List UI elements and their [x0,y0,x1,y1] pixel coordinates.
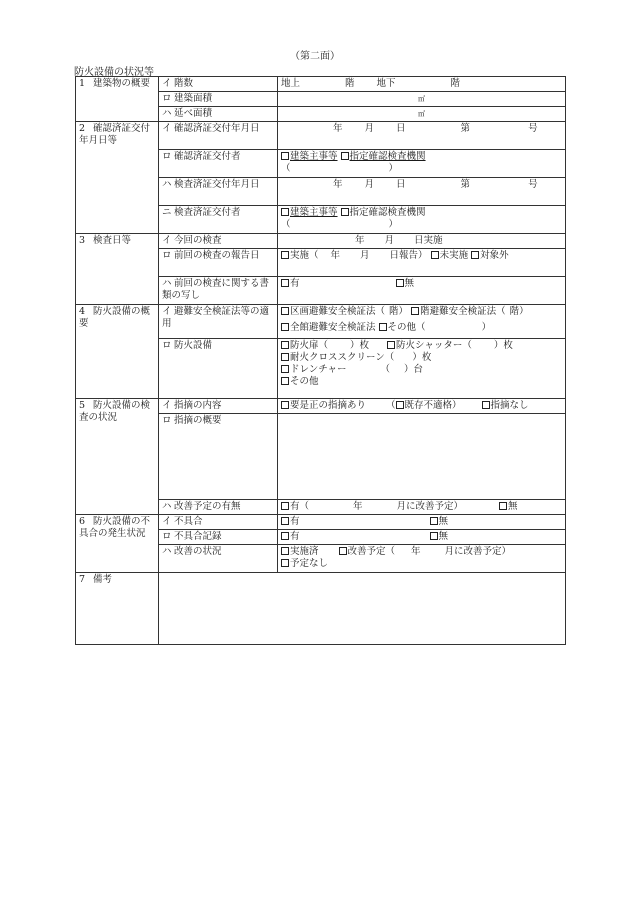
checkbox[interactable] [281,307,289,315]
item-label: ロ 前回の検査の報告日 [159,249,278,277]
building-area-field[interactable]: ㎡ [278,92,566,107]
section-7-header: 7 備考 [76,573,159,645]
item-label: イ 今回の検査 [159,234,278,249]
total-floor-area-field[interactable]: ㎡ [278,107,566,122]
findings-field: 要是正の指摘あり （ 既存不適格） 指摘なし [278,399,566,414]
checkbox[interactable] [341,208,349,216]
checkbox[interactable] [281,279,289,287]
checkbox[interactable] [341,152,349,160]
improvement-plan-field: 有（ 年 月に改善予定） 無 [278,500,566,515]
section-2-header: 2 確認済証交付年月日等 [76,122,159,234]
confirmation-date-field[interactable]: 年 月 日 第 号 [278,122,566,150]
checkbox[interactable] [281,341,289,349]
section-4-header: 4 防火設備の概要 [76,305,159,399]
checkbox[interactable] [430,517,438,525]
section-title: 防火設備の状況等 [74,67,154,78]
checkbox[interactable] [281,251,289,259]
item-label: ハ 改善予定の有無 [159,500,278,515]
item-label: イ 確認済証交付年月日 [159,122,278,150]
checkbox[interactable] [281,547,289,555]
findings-summary-field[interactable] [278,414,566,500]
previous-documents-field: 有 無 [278,277,566,305]
checkbox[interactable] [281,323,289,331]
row-3-i [76,234,566,249]
item-label: ロ 指摘の概要 [159,414,278,500]
inspection-cert-date-field[interactable]: 年 月 日 第 号 [278,178,566,206]
section-3-header: 3 検査日等 [76,234,159,305]
item-label: ロ 確認済証交付者 [159,150,278,178]
confirmation-issuer-field: 建築主事等 指定確認検査機関 （ ） [278,150,566,178]
checkbox[interactable] [281,532,289,540]
inspection-cert-issuer-field: 建築主事等 指定確認検査機関 （ ） [278,206,566,234]
row-4-i [76,305,566,339]
checkbox[interactable] [411,307,419,315]
checkbox[interactable] [281,152,289,160]
checkbox[interactable] [281,377,289,385]
item-label: イ 階数 [159,77,278,92]
row-5-i [76,399,566,414]
checkbox[interactable] [499,502,507,510]
improvement-status-field: 実施済 改善予定（ 年 月に改善予定） 予定なし [278,545,566,573]
checkbox[interactable] [431,251,439,259]
checkbox[interactable] [396,279,404,287]
item-label: イ 指摘の内容 [159,399,278,414]
section-1-header [76,77,159,122]
section-title-text: 建築物の概要 [93,78,151,89]
inspection-form-table [75,76,566,645]
defect-field: 有 無 [278,515,566,530]
item-label: ハ 検査済証交付年月日 [159,178,278,206]
row-1-i [76,77,566,92]
section-5-header: 5 防火設備の検査の状況 [76,399,159,515]
row-2-i [76,122,566,150]
checkbox[interactable] [281,401,289,409]
defect-record-field: 有 無 [278,530,566,545]
item-label: ハ 延べ面積 [159,107,278,122]
checkbox[interactable] [471,251,479,259]
checkbox[interactable] [281,365,289,373]
checkbox[interactable] [387,341,395,349]
section-6-header: 6 防火設備の不具合の発生状況 [76,515,159,573]
checkbox[interactable] [430,532,438,540]
checkbox[interactable] [281,559,289,567]
checkbox[interactable] [281,502,289,510]
checkbox[interactable] [281,353,289,361]
checkbox[interactable] [339,547,347,555]
page-title: （第二面） [290,51,340,62]
item-label: ロ 不具合記録 [159,530,278,545]
floors-field[interactable]: 地上 階 地下 階 [278,77,566,92]
item-label: ハ 改善の状況 [159,545,278,573]
item-label: ニ 検査済証交付者 [159,206,278,234]
section-number: 1 [79,78,86,89]
row-6-i [76,515,566,530]
evacuation-method-field: 区画避難安全検証法（ 階） 階避難安全検証法（ 階） 全館避難安全検証法 その他（ ） [278,305,566,339]
checkbox[interactable] [482,401,490,409]
item-label: ロ 建築面積 [159,92,278,107]
item-label: ロ 防火設備 [159,339,278,399]
checkbox[interactable] [281,208,289,216]
current-inspection-field[interactable]: 年 月 日実施 [278,234,566,249]
row-7 [76,573,566,645]
previous-report-field: 実施（ 年 月 日報告） 未実施 対象外 [278,249,566,277]
checkbox[interactable] [396,401,404,409]
item-label: ハ 前回の検査に関する書類の写し [159,277,278,305]
checkbox[interactable] [281,517,289,525]
remarks-field[interactable] [159,573,566,645]
item-label: イ 避難安全検証法等の適用 [159,305,278,339]
fire-equipment-field: 防火扉（ ）枚 防火シャッター（ ）枚 耐火クロススクリーン（ ）枚 ドレンチャー （ ）台 その他 [278,339,566,399]
item-label: イ 不具合 [159,515,278,530]
checkbox[interactable] [379,323,387,331]
